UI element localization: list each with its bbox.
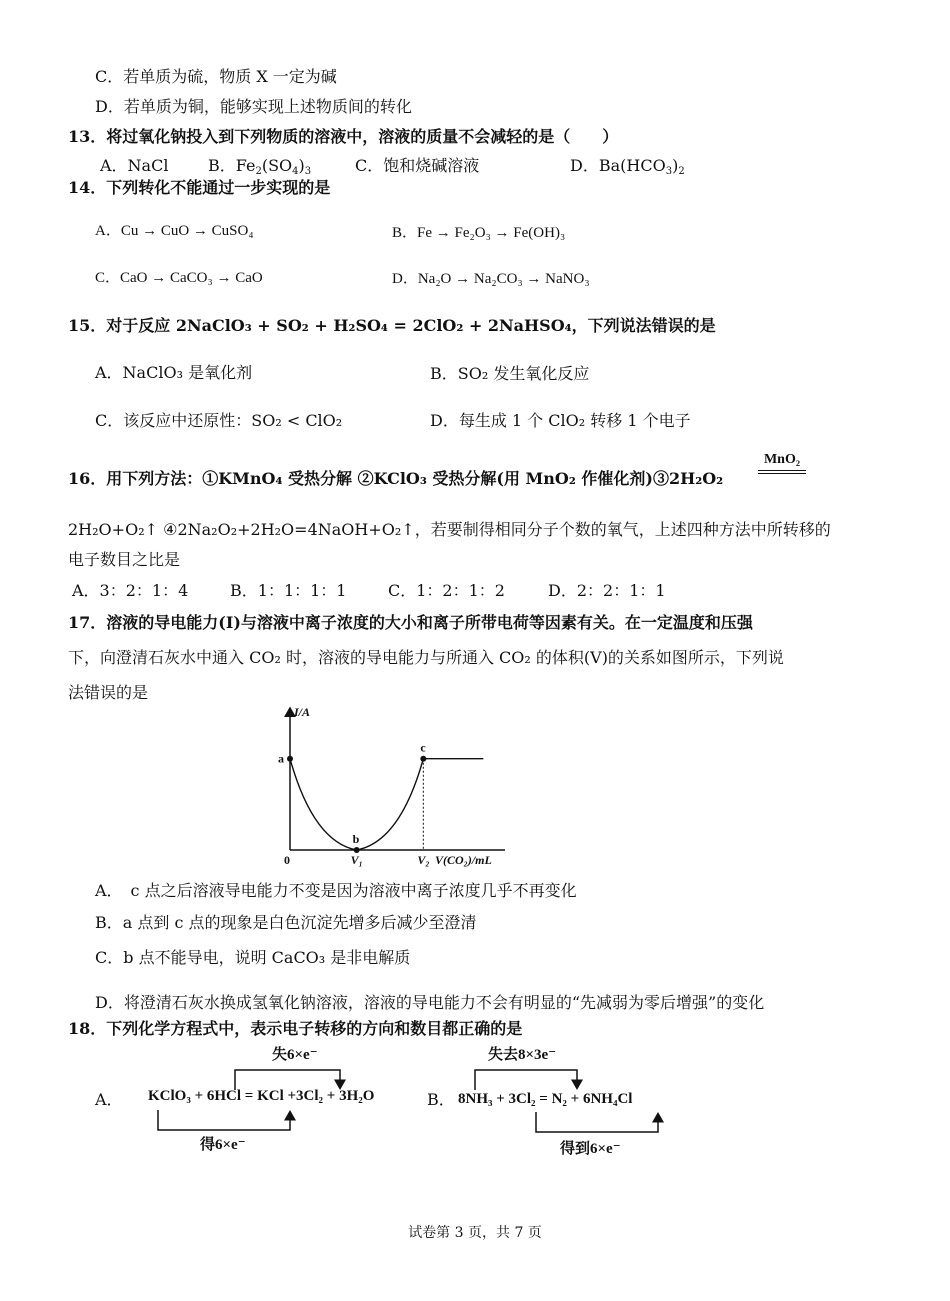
- q14-option-d: D．Na₂O → Na₂CO₃ → NaNO₃: [392, 271, 590, 287]
- q15-stem: 15．对于反应 2NaClO₃ + SO₂ + H₂SO₄ = 2ClO₂ + 2NaHSO₄，下列说法错误的是: [68, 316, 716, 335]
- point-label-a: a: [278, 751, 284, 766]
- q18-option-a-label: A．: [95, 1090, 123, 1109]
- q16-option-b: B．1：1：1：1: [230, 581, 347, 600]
- q18-option-b-gain-label: 得到6×e⁻: [560, 1141, 621, 1157]
- q13-option-b: B．$Fe_2(SO_4)_3$: [208, 156, 312, 177]
- point-label-c: c: [420, 740, 426, 755]
- q17-option-d: D．将澄清石灰水换成氢氧化钠溶液，溶液的导电能力不会有明显的“先减弱为零后增强”的变化: [95, 993, 765, 1012]
- origin-label: 0: [284, 853, 290, 867]
- q14-option-a: A．Cu → CuO → CuSO₄: [95, 223, 254, 239]
- q13-option-c: C．饱和烧碱溶液: [355, 156, 480, 175]
- q18-option-a-gain-label: 得6×e⁻: [200, 1137, 246, 1153]
- q18-option-b-label: B．: [427, 1090, 455, 1109]
- q16-option-a: A．3：2：1：4: [72, 581, 189, 600]
- q17-line3: 法错误的是: [68, 683, 149, 702]
- q18-option-a-lose-label: 失6×e⁻: [272, 1047, 318, 1063]
- page-footer: 试卷第 3 页，共 7 页: [408, 1225, 542, 1241]
- q14-option-c: C．CaO → CaCO₃ → CaO: [95, 270, 263, 286]
- q16-stem: 16．用下列方法：①KMnO₄ 受热分解 ②KClO₃ 受热分解(用 MnO₂ 作催化剂)③2H₂O₂: [68, 469, 724, 488]
- q13-option-d: D．$Ba(HCO_3)_2$: [570, 156, 685, 177]
- q17-line1: 17．溶液的导电能力(I)与溶液中离子浓度的大小和离子所带电荷等因素有关。在一定温度和压强: [68, 613, 753, 632]
- q17-line2: 下，向澄清石灰水中通入 CO₂ 时，溶液的导电能力与所通入 CO₂ 的体积(V)的关系如图所示，下列说: [68, 648, 784, 667]
- point-a: [287, 756, 293, 762]
- q12-option-c: C．若单质为硫，物质 X 一定为碱: [95, 67, 337, 86]
- q16-line3: 电子数目之比是: [68, 550, 181, 569]
- point-c: [420, 756, 426, 762]
- q16-catalyst: MnO₂: [758, 452, 806, 474]
- q18-stem: 18．下列化学方程式中，表示电子转移的方向和数目都正确的是: [68, 1019, 523, 1038]
- q15-option-a: A．NaClO₃ 是氧化剂: [95, 363, 253, 382]
- q16-line2: 2H₂O+O₂↑ ④2Na₂O₂+2H₂O=4NaOH+O₂↑，若要制得相同分子个数的氧气，上述四种方法中所转移的: [68, 520, 831, 539]
- q16-option-d: D．2：2：1：1: [548, 581, 666, 600]
- q18-option-b-equation: 8NH₃ + 3Cl₂ = N₂ + 6NH₄Cl: [458, 1091, 633, 1107]
- q16-option-c: C．1：2：1：2: [388, 581, 505, 600]
- q13-option-a: A．NaCl: [100, 156, 169, 175]
- point-label-b: b: [352, 832, 360, 846]
- q15-option-c: C．该反应中还原性：SO₂ < ClO₂: [95, 411, 343, 430]
- q17-option-c: C．b 点不能导电，说明 CaCO₃ 是非电解质: [95, 948, 411, 967]
- q12-option-d: D．若单质为铜，能够实现上述物质间的转化: [95, 97, 412, 116]
- q17-option-b: B．a 点到 c 点的现象是白色沉淀先增多后减少至澄清: [95, 913, 477, 932]
- q15-option-b: B．SO₂ 发生氧化反应: [430, 364, 590, 383]
- x-axis-label: V(CO₂)/mL: [435, 853, 492, 867]
- x-tick-v1: V₁: [350, 853, 363, 867]
- q18-option-a-equation: KClO₃ + 6HCl = KCl +3Cl₂ + 3H₂O: [148, 1088, 375, 1104]
- conductivity-chart: [270, 700, 510, 870]
- q15-option-d: D．每生成 1 个 ClO₂ 转移 1 个电子: [430, 411, 691, 430]
- q17-option-a: A． c 点之后溶液导电能力不变是因为溶液中离子浓度几乎不再变化: [95, 881, 577, 900]
- q14-stem: 14．下列转化不能通过一步实现的是: [68, 178, 331, 197]
- q13-stem: 13．将过氧化钠投入到下列物质的溶液中，溶液的质量不会减轻的是（ ）: [68, 127, 619, 146]
- x-tick-v2: V₂: [417, 853, 430, 867]
- series-line: [290, 759, 483, 850]
- q14-option-b: B．Fe → Fe₂O₃ → Fe(OH)₃: [392, 225, 566, 241]
- q18-option-b-lose-label: 失去8×3e⁻: [488, 1047, 557, 1063]
- y-axis-label: I/A: [294, 705, 311, 719]
